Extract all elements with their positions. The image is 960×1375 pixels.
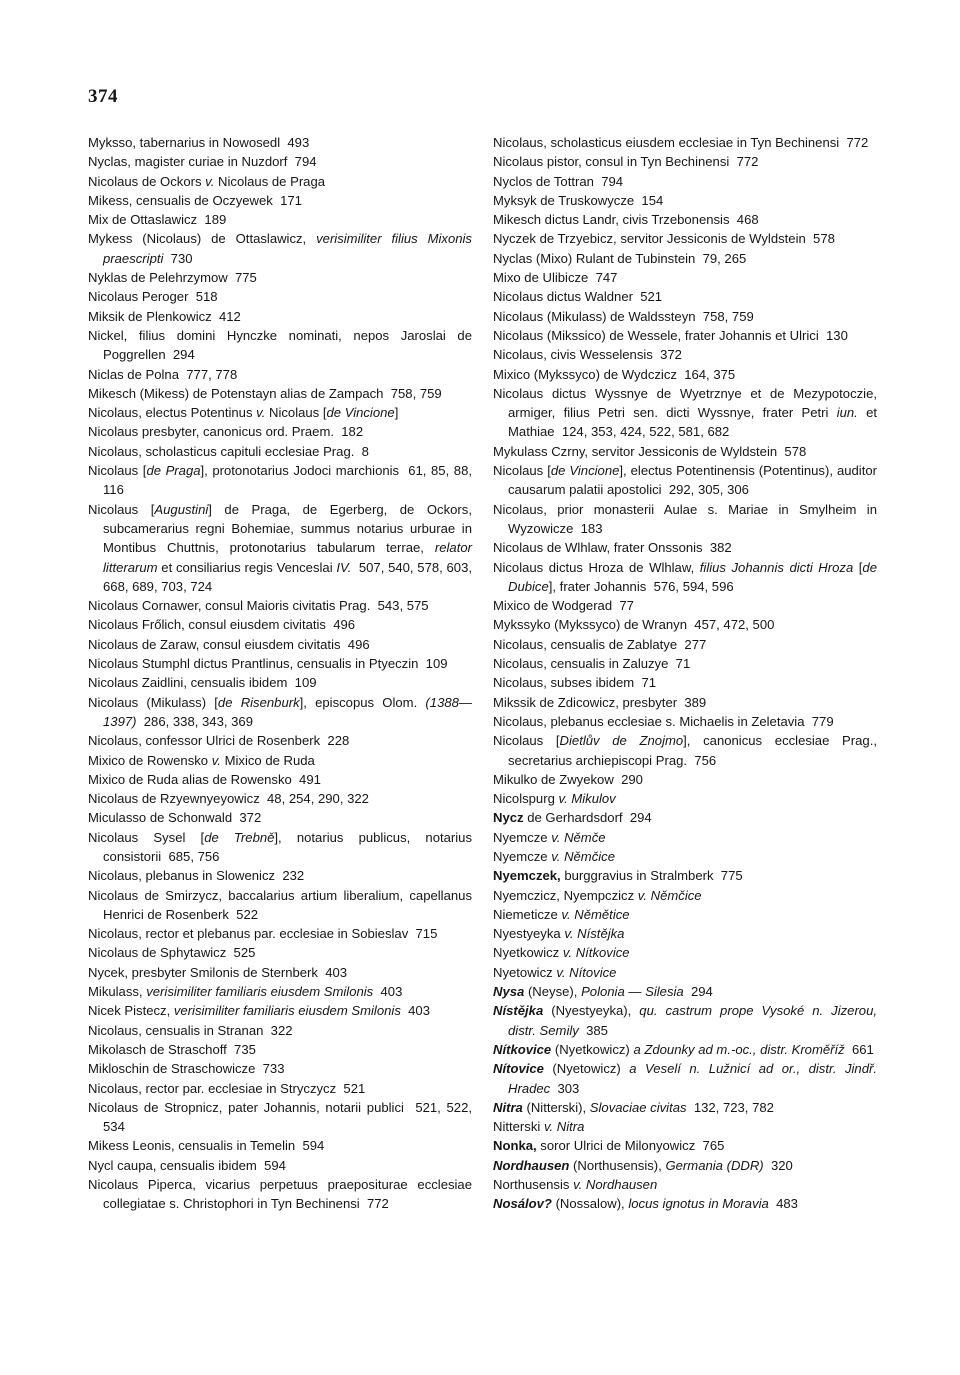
index-entry: Niemeticze v. Němětice	[493, 906, 630, 922]
index-entry: Niclas de Polna 777, 778	[88, 366, 238, 382]
index-entry: Nicolaus dictus Waldner 521	[493, 289, 663, 305]
index-entry: Nitterski v. Nitra	[493, 1119, 585, 1135]
index-entry: Nyemcze v. Němče	[493, 829, 606, 845]
index-entry: Mykulass Czrny, servitor Jessiconis de Wyldstein 578	[493, 443, 807, 459]
index-entry: Nicolaus [Augustini] de Praga, de Egerberg, de Ockors, subcamerarius regni Bohemiae, summus notarius urburae in Montibus Chuttnis, protonotarius tabularum terrae, relator litterarum et consiliarius regis Venceslai IV. 507, 540, 578, 603, 668, 689, 703, 724	[88, 501, 472, 594]
index-entry: Mikulass, verisimiliter familiaris eiusdem Smilonis 403	[88, 984, 403, 1000]
index-entry: Nycek, presbyter Smilonis de Sternberk 403	[88, 964, 348, 980]
index-entry: Miculasso de Schonwald 372	[88, 810, 262, 826]
index-entry: Nicolaus, censualis in Zaluzye 71	[493, 656, 691, 672]
index-entry: Nicolaus Sysel [de Trebně], notarius publicus, notarius consistorii 685, 756	[88, 829, 472, 864]
index-entry: Mikloschin de Straschowicze 733	[88, 1061, 285, 1077]
index-entry: Nicolaus de Sphytawicz 525	[88, 945, 256, 961]
index-entry: Nicolaus, censualis de Zablatye 277	[493, 636, 707, 652]
index-entry: Nonka, soror Ulrici de Milonyowicz 765	[493, 1138, 725, 1154]
index-entry: Nicolspurg v. Mikulov	[493, 791, 616, 807]
index-entry: Nycz de Gerhardsdorf 294	[493, 810, 652, 826]
index-entry: Mykssyko (Mykssyco) de Wranyn 457, 472, 500	[493, 617, 775, 633]
index-entry: Mixico de Rowensko v. Mixico de Ruda	[88, 752, 315, 768]
index-entry: Nicolaus de Rzyewnyeyowicz 48, 254, 290, 322	[88, 791, 369, 807]
index-entry: Myksyk de Truskowycze 154	[493, 192, 664, 208]
index-entry: Nyclos de Tottran 794	[493, 173, 624, 189]
index-entry: Nicolaus de Zaraw, consul eiusdem civitatis 496	[88, 636, 370, 652]
index-entry: Nicolaus, plebanus ecclesiae s. Michaelis in Zeletavia 779	[493, 713, 834, 729]
index-entry: Nyetkowicz v. Nítkovice	[493, 945, 630, 961]
index-entry: Nicolaus Stumphl dictus Prantlinus, censualis in Ptyeczin 109	[88, 656, 448, 672]
index-entry: Nicolaus, censualis in Stranan 322	[88, 1022, 293, 1038]
index-entry: Nicolaus, confessor Ulrici de Rosenberk 228	[88, 733, 350, 749]
index-entry: Nicolaus dictus Wyssnye de Wyetrznye et de Mezypotoczie, armiger, filius Petri sen. dicti Wyssnye, frater Petri iun. et Mathiae 124, 353, 424, 522, 581, 682	[493, 385, 877, 440]
index-entry: Nicolaus [Dietlův de Znojmo], canonicus ecclesiae Prag., secretarius archiepiscopi Prag. 756	[493, 733, 877, 768]
index-entry: Nyemcze v. Němčice	[493, 848, 615, 864]
index-entry: Nitra (Nitterski), Slovaciae civitas 132, 723, 782	[493, 1099, 774, 1115]
index-column-right	[493, 133, 877, 1214]
index-entry: Nicolaus, plebanus in Slowenicz 232	[88, 868, 305, 884]
index-column-left	[88, 133, 472, 1214]
index-entry: Nicolaus Cornawer, consul Maioris civitatis Prag. 543, 575	[88, 598, 429, 614]
index-entry: Mixico de Wodgerad 77	[493, 598, 634, 614]
index-entry: Nicolaus pistor, consul in Tyn Bechinensi 772	[493, 154, 759, 170]
page-number: 374	[88, 86, 118, 107]
index-entry: Nítovice (Nyetowicz) a Veselí n. Lužnicí ad or., distr. Jindř. Hradec 303	[493, 1061, 877, 1096]
index-entry: Nicolaus Peroger 518	[88, 289, 218, 305]
index-entry: Nicolaus [de Vincione], electus Potentinensis (Potentinus), auditor causarum palatii apostolici 292, 305, 306	[493, 463, 877, 498]
index-entry: Nicek Pistecz, verisimiliter familiaris eiusdem Smilonis 403	[88, 1003, 430, 1019]
index-entry: Mikess Leonis, censualis in Temelin 594	[88, 1138, 325, 1154]
index-entry: Nicolaus, rector et plebanus par. ecclesiae in Sobieslav 715	[88, 926, 438, 942]
index-entry: Nyclas, magister curiae in Nuzdorf 794	[88, 154, 317, 170]
index-entry: Nicolaus de Ockors v. Nicolaus de Praga	[88, 173, 326, 189]
index-entry: Nicolaus de Smirzycz, baccalarius artium liberalium, capellanus Henrici de Rosenberk 522	[88, 887, 472, 922]
index-entry: Mikess, censualis de Oczyewek 171	[88, 192, 302, 208]
index-entry: Nicolaus (Mikulass) [de Risenburk], episcopus Olom. (1388—1397) 286, 338, 343, 369	[88, 694, 473, 729]
index-entry: Mixico de Ruda alias de Rowensko 491	[88, 771, 321, 787]
index-entry: Miksik de Plenkowicz 412	[88, 308, 241, 324]
index-entry: Nicolaus (Mikulass) de Waldssteyn 758, 759	[493, 308, 754, 324]
index-entry: Nordhausen (Northusensis), Germania (DDR) 320	[493, 1157, 793, 1173]
index-entry: Myksso, tabernarius in Nowosedl 493	[88, 135, 310, 150]
index-entry: Mix de Ottaslawicz 189	[88, 212, 227, 228]
index-entry: Nicolaus [de Praga], protonotarius Jodoci marchionis 61, 85, 88, 116	[88, 463, 472, 498]
index-entry: Nyczek de Trzyebicz, servitor Jessiconis de Wyldstein 578	[493, 231, 835, 247]
index-entry: Mikesch dictus Landr, civis Trzebonensis 468	[493, 212, 759, 228]
index-entry: Nyklas de Pelehrzymow 775	[88, 270, 257, 286]
index-entry: Mykess (Nicolaus) de Ottaslawicz, verisimiliter filius Mixonis praescripti 730	[88, 231, 472, 266]
index-entry: Mikssik de Zdicowicz, presbyter 389	[493, 694, 707, 710]
index-entry: Nicolaus Zaidlini, censualis ibidem 109	[88, 675, 317, 691]
index-entry: Northusensis v. Nordhausen	[493, 1177, 658, 1193]
index-entry: Nicolaus, civis Wesselensis 372	[493, 347, 682, 363]
index-entry: Nycl caupa, censualis ibidem 594	[88, 1157, 286, 1173]
index-entry: Nicolaus, prior monasterii Aulae s. Mariae in Smylheim in Wyzowicze 183	[493, 501, 877, 536]
index-entry: Mixo de Ulibicze 747	[493, 270, 618, 286]
index-entry: Nicolaus, electus Potentinus v. Nicolaus [de Vincione]	[88, 405, 399, 421]
index-entry: Nicolaus Frőlich, consul eiusdem civitatis 496	[88, 617, 356, 633]
index-entry: Nyestyeyka v. Nístějka	[493, 926, 625, 942]
index-entry: Mikolasch de Straschoff 735	[88, 1041, 256, 1057]
index-entry: Nyemczek, burggravius in Stralmberk 775	[493, 868, 743, 884]
index-entry: Nyclas (Mixo) Rulant de Tubinstein 79, 265	[493, 250, 747, 266]
index-entry: Mikesch (Mikess) de Potenstayn alias de Zampach 758, 759	[88, 385, 442, 401]
index-entry: Nicolaus dictus Hroza de Wlhlaw, filius Johannis dicti Hroza [de Dubice], frater Johannis 576, 594, 596	[493, 559, 877, 594]
index-entry: Nickel, filius domini Hynczke nominati, nepos Jaroslai de Poggrellen 294	[88, 327, 472, 363]
index-entry: Mixico (Mykssyco) de Wydczicz 164, 375	[493, 366, 736, 382]
index-entry: Nítkovice (Nyetkowicz) a Zdounky ad m.-oc., distr. Kroměříž 661	[493, 1041, 874, 1057]
index-entry: Nicolaus, subses ibidem 71	[493, 675, 657, 691]
index-entry: Nicolaus de Wlhlaw, frater Onssonis 382	[493, 540, 732, 556]
index-entry: Nyetowicz v. Nítovice	[493, 964, 617, 980]
index-entry: Nyemczicz, Nyempczicz v. Němčice	[493, 887, 702, 903]
index-entry: Nicolaus, scholasticus capituli ecclesiae Prag. 8	[88, 443, 369, 459]
index-entry: Nicolaus Piperca, vicarius perpetuus praeposituraе ecclesiae collegiatae s. Christophori in Tyn Bechinensi 772	[88, 1177, 472, 1212]
index-entry: Nístějka (Nyestyeyka), qu. castrum prope Vysoké n. Jizerou, distr. Semily 385	[493, 1003, 878, 1038]
index-entry: Mikulko de Zwyekow 290	[493, 771, 643, 787]
index-entry: Nicolaus, scholasticus eiusdem ecclesiae in Tyn Bechinensi 772	[493, 135, 869, 150]
index-entry: Nosálov? (Nossalow), locus ignotus in Moravia 483	[493, 1196, 798, 1212]
index-entry: Nicolaus, rector par. ecclesiae in Stryczycz 521	[88, 1080, 366, 1096]
index-entry: Nicolaus de Stropnicz, pater Johannis, notarii publici 521, 522, 534	[88, 1099, 472, 1135]
index-entry: Nicolaus (Mikssico) de Wessele, frater Johannis et Ulrici 130	[493, 327, 848, 343]
index-entry: Nicolaus presbyter, canonicus ord. Praem. 182	[88, 424, 364, 440]
index-entry: Nysa (Neyse), Polonia — Silesia 294	[493, 984, 713, 1000]
